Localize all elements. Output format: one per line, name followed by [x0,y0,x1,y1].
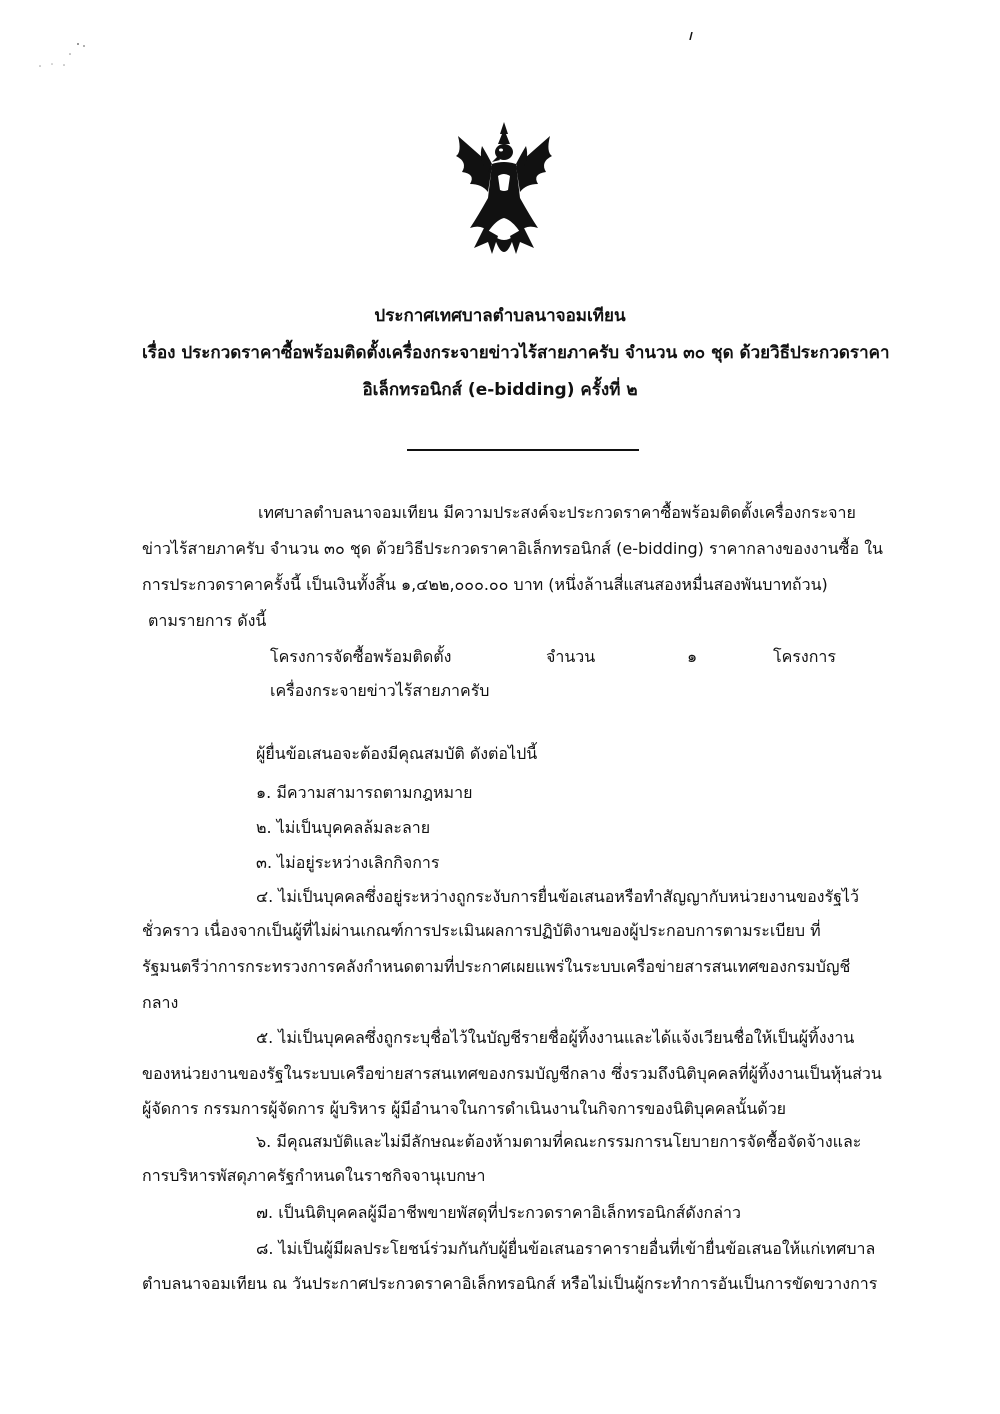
qualification-item-5: ผู้จัดการ กรรมการผู้จัดการ ผู้บริหาร ผู้มีอำนาจในการดำเนินงานในกิจการของนิติบุคคลนั้นด้วย [142,1099,787,1118]
project-name-line1: โครงการจัดซื้อพร้อมติดตั้ง [270,647,452,666]
project-unit: โครงการ [773,647,836,666]
qualification-item-4: รัฐมนตรีว่าการกระทรวงการคลังกำหนดตามที่ประกาศเผยแพร่ในระบบเครือข่ายสารสนเทศของกรมบัญชี [142,957,851,976]
project-qty-value: ๑ [687,647,698,666]
project-qty-label: จำนวน [546,647,596,666]
qualification-item-7: ๗. เป็นนิติบุคคลผู้มีอาชีพขายพัสดุที่ประกวดราคาอิเล็กทรอนิกส์ดังกล่าว [256,1203,741,1222]
announcement-title: ประกาศเทศบาลตำบลนาจอมเทียน [374,306,626,326]
qualification-item-8: ตำบลนาจอมเทียน ณ วันประกาศประกวดราคาอิเล็กทรอนิกส์ หรือไม่เป็นผู้กระทำการอันเป็นการขัดขวางการ [142,1274,878,1293]
project-name-line2: เครื่องกระจายข่าวไร้สายภาครับ [270,681,490,700]
qualification-item-8: ๘. ไม่เป็นผู้มีผลประโยชน์ร่วมกันกับผู้ยื่นข้อเสนอราคารายอื่นที่เข้ายื่นข้อเสนอให้แก่เทศบาล [256,1239,876,1258]
qualification-heading: ผู้ยื่นข้อเสนอจะต้องมีคุณสมบัติ ดังต่อไปนี้ [256,744,538,763]
title-divider [407,449,639,451]
intro-line: ข่าวไร้สายภาครับ จำนวน ๓๐ ชุด ด้วยวิธีประกวดราคาอิเล็กทรอนิกส์ (e-bidding) ราคากลางของงานซื้อ ใน [142,539,883,558]
qualification-item: ๓. ไม่อยู่ระหว่างเลิกกิจการ [256,853,440,872]
qualification-item-4: กลาง [142,993,179,1012]
qualification-item: ๑. มีความสามารถตามกฎหมาย [256,783,473,802]
qualification-item-4: ชั่วคราว เนื่องจากเป็นผู้ที่ไม่ผ่านเกณฑ์การประเมินผลการปฏิบัติงานของผู้ประกอบการตามระเบียบ ที่ [142,921,821,940]
qualification-item-5: ๕. ไม่เป็นบุคคลซึ่งถูกระบุชื่อไว้ในบัญชีรายชื่อผู้ทิ้งงานและได้แจ้งเวียนชื่อให้เป็นผู้ทิ้งงาน [256,1028,855,1047]
garuda-emblem-icon [448,120,560,270]
qualification-item-6: ๖. มีคุณสมบัติและไม่มีลักษณะต้องห้ามตามที่คณะกรรมการนโยบายการจัดซื้อจัดจ้างและ [256,1132,862,1151]
announcement-subject-line2: อิเล็กทรอนิกส์ (e-bidding) ครั้งที่ ๒ [362,380,638,400]
qualification-item-5: ของหน่วยงานของรัฐในระบบเครือข่ายสารสนเทศของกรมบัญชีกลาง ซึ่งรวมถึงนิติบุคคลที่ผู้ทิ้งงานเป็นหุ้นส่วน [142,1064,882,1083]
scan-noise-marks [30,40,90,80]
scan-stray-mark [688,32,694,40]
intro-line: การประกวดราคาครั้งนี้ เป็นเงินทั้งสิ้น ๑,๔๒๒,๐๐๐.๐๐ บาท (หนึ่งล้านสี่แสนสองหมื่นสองพันบาทถ้วน) [142,575,828,594]
qualification-item-6: การบริหารพัสดุภาครัฐกำหนดในราชกิจจานุเบกษา [142,1166,486,1185]
announcement-subject-line1: เรื่อง ประกวดราคาซื้อพร้อมติดตั้งเครื่องกระจายข่าวไร้สายภาครับ จำนวน ๓๐ ชุด ด้วยวิธีประกวดราคา [142,343,890,363]
qualification-item-4: ๔. ไม่เป็นบุคคลซึ่งอยู่ระหว่างถูกระงับการยื่นข้อเสนอหรือทำสัญญากับหน่วยงานของรัฐไว้ [256,887,859,906]
qualification-item: ๒. ไม่เป็นบุคคลล้มละลาย [256,818,431,837]
intro-line: ตามรายการ ดังนี้ [148,611,267,630]
intro-line: เทศบาลตำบลนาจอมเทียน มีความประสงค์จะประกวดราคาซื้อพร้อมติดตั้งเครื่องกระจาย [258,503,856,522]
